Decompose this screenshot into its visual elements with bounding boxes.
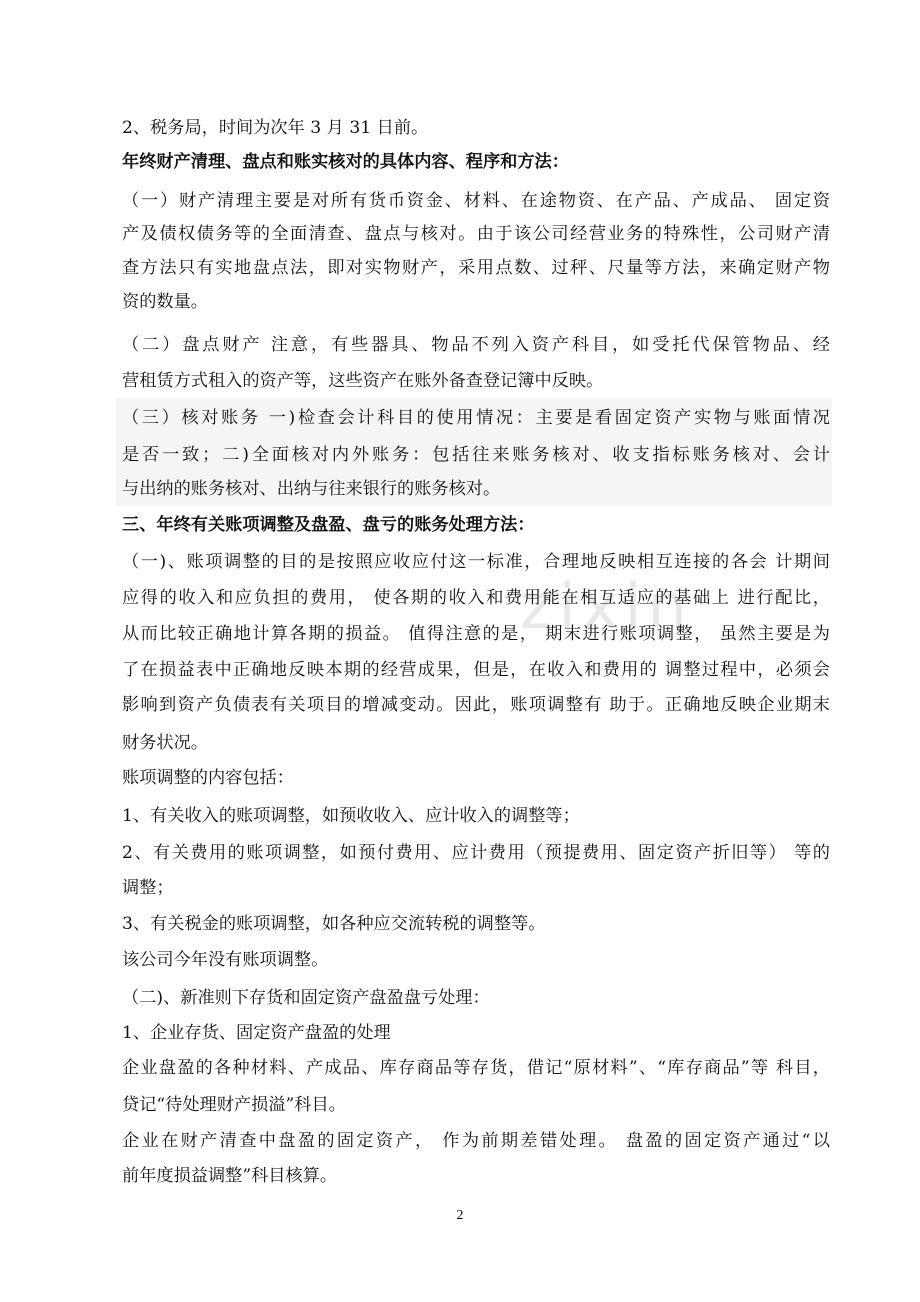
text-line: 该公司今年没有账项调整。: [122, 950, 329, 970]
text-line: 从而比较正确地计算各期的损益。 值得注意的是， 期末进行账项调整， 虽然主要是为: [122, 624, 830, 644]
text-line: 1、有关收入的账项调整，如预收收入、应计收入的调整等；: [122, 806, 580, 826]
section-heading: 年终财产清理、盘点和账实核对的具体内容、程序和方法：: [122, 152, 569, 172]
text-line: 财务状况。: [122, 733, 208, 753]
text-line: 账项调整的内容包括：: [122, 768, 294, 788]
text-line: 是否一致；二)全面核对内外账务：包括往来账务核对、收支指标账务核对、会计: [122, 445, 830, 465]
page-number: 2: [456, 1208, 464, 1223]
text-line: 企业盘盈的各种材料、产成品、库存商品等存货，借记“原材料”、“库存商品”等 科目，: [122, 1058, 830, 1078]
text-line: 应得的收入和应负担的费用， 使各期的收入和费用能在相互适应的基础上 进行配比，: [122, 588, 830, 608]
text-line: 前年度损益调整”科目核算。: [122, 1166, 338, 1186]
text-line: 产及债权债务等的全面清查、盘点与核对。由于该公司经营业务的特殊性，公司财产清: [122, 224, 830, 244]
text-line: 资的数量。: [122, 292, 208, 312]
text-line: 2、税务局，时间为次年 3 月 31 日前。: [122, 118, 429, 138]
text-line: 2、有关费用的账项调整，如预付费用、应计费用（预提费用、固定资产折旧等） 等的: [122, 843, 830, 863]
text-line: 影响到资产负债表有关项目的增减变动。因此，账项调整有 助于。正确地反映企业期末: [122, 695, 830, 715]
section-heading: 三、年终有关账项调整及盘盈、盘亏的账务处理方法：: [122, 515, 535, 535]
text-line: 营租赁方式租入的资产等，这些资产在账外备查登记簿中反映。: [122, 371, 604, 391]
text-line: （一）财产清理主要是对所有货币资金、材料、在途物资、在产品、产成品、 固定资: [122, 191, 830, 211]
text-line: 企业在财产清查中盘盈的固定资产， 作为前期差错处理。 盘盈的固定资产通过“以: [122, 1131, 830, 1151]
watermark: zixin: [520, 570, 693, 643]
text-line: （三）核对账务 一)检查会计科目的使用情况：主要是看固定资产实物与账面情况: [122, 408, 830, 428]
text-line: 查方法只有实地盘点法，即对实物财产，采用点数、过秤、尺量等方法，来确定财产物: [122, 258, 830, 278]
text-line: （二)、新准则下存货和固定资产盘盈盘亏处理：: [122, 988, 490, 1008]
text-line: 1、企业存货、固定资产盘盈的处理: [122, 1023, 391, 1043]
text-line: （二）盘点财产 注意，有些器具、物品不列入资产科目，如受托代保管物品、经: [122, 335, 830, 355]
text-line: 贷记“待处理财产损溢”科目。: [122, 1095, 346, 1115]
text-line: 调整；: [122, 878, 174, 898]
text-line: 与出纳的账务核对、出纳与往来银行的账务核对。: [122, 479, 501, 499]
text-line: （一)、账项调整的目的是按照应收应付这一标准，合理地反映相互连接的各会 计期间: [122, 552, 830, 572]
text-line: 3、有关税金的账项调整，如各种应交流转税的调整等。: [122, 914, 546, 934]
text-line: 了在损益表中正确地反映本期的经营成果，但是，在收入和费用的 调整过程中，必须会: [122, 660, 830, 680]
